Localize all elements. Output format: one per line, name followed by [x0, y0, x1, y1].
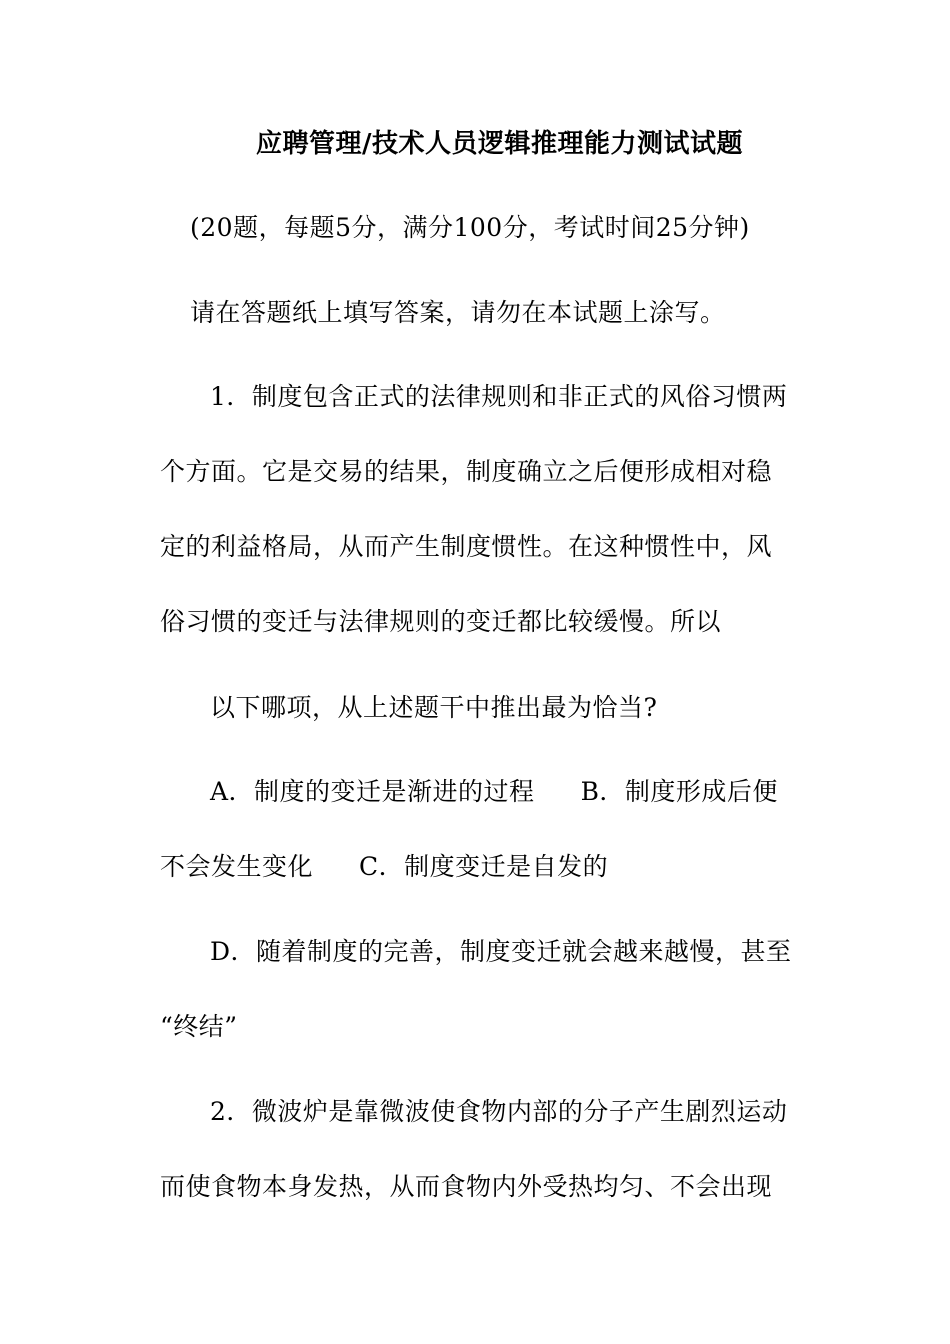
- exam-info: (20题，每题5分，满分100分，考试时间25分钟): [190, 213, 750, 242]
- q1-line-3: 定的利益格局，从而产生制度惯性。在这种惯性中，风: [160, 532, 773, 561]
- q1-options-row-1: [210, 776, 778, 808]
- q1-option-a: A．制度的变迁是渐进的过程: [210, 777, 535, 806]
- q1-line-4: 俗习惯的变迁与法律规则的变迁都比较缓慢。所以: [160, 607, 722, 636]
- q1-line-1: 1．制度包含正式的法律规则和非正式的风俗习惯两: [210, 382, 788, 411]
- q1-option-d: D．随着制度的完善，制度变迁就会越来越慢，甚至: [210, 937, 792, 966]
- q1-option-b: B．制度形成后便: [580, 777, 778, 806]
- page-title: 应聘管理/技术人员逻辑推理能力测试试题: [256, 129, 743, 159]
- instruction-text: 请在答题纸上填写答案，请勿在本试题上涂写。: [190, 298, 726, 327]
- q1-option-d-cont: “终结”: [160, 1012, 238, 1041]
- q1-option-b-cont: 不会发生变化: [160, 852, 314, 881]
- q2-line-1: 2．微波炉是靠微波使食物内部的分子产生剧烈运动: [210, 1097, 788, 1126]
- q1-line-2: 个方面。它是交易的结果，制度确立之后便形成相对稳: [160, 457, 773, 486]
- q1-prompt: 以下哪项，从上述题干中推出最为恰当?: [210, 693, 658, 722]
- q2-line-2: 而使食物本身发热，从而食物内外受热均匀、不会出现: [160, 1172, 773, 1201]
- q1-options-row-2: [160, 851, 608, 883]
- q1-option-c: C．制度变迁是自发的: [359, 852, 609, 881]
